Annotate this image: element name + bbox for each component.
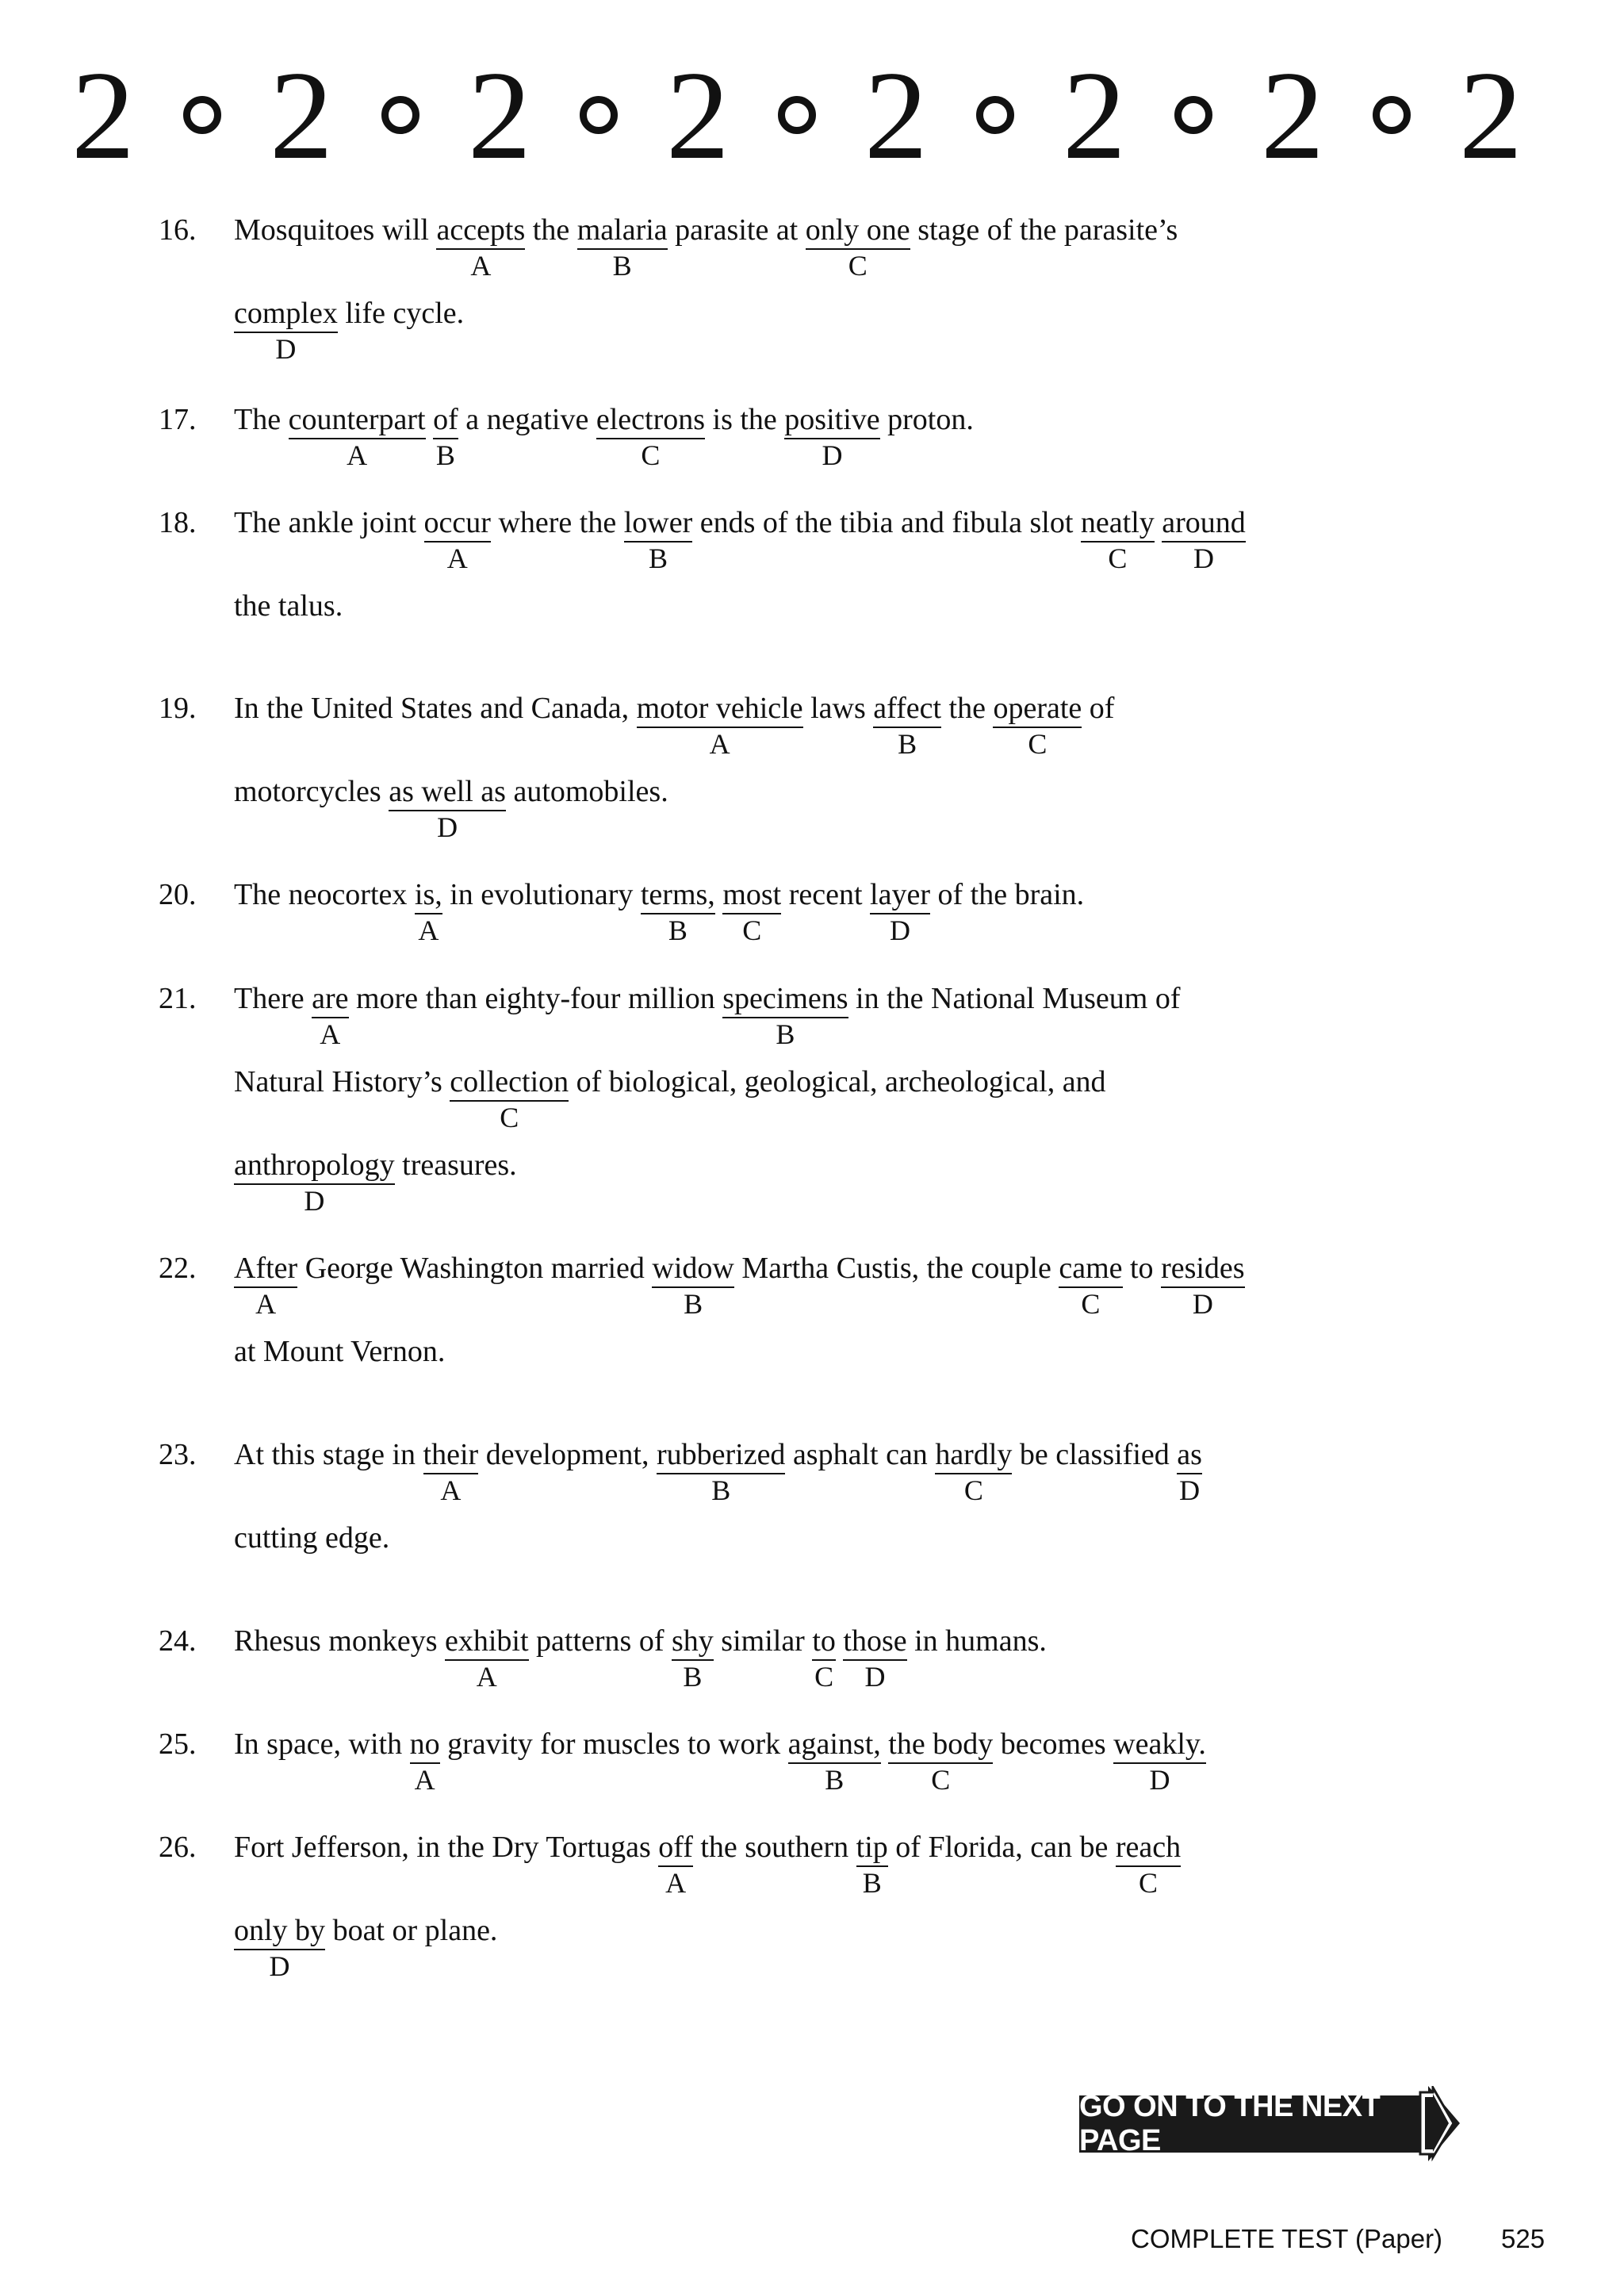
question-text: stage of the parasite’s bbox=[910, 213, 1178, 247]
answer-choice-text: tip bbox=[856, 1831, 888, 1864]
answer-choice-text: is, bbox=[414, 878, 442, 911]
question-text: cutting edge. bbox=[234, 1521, 390, 1555]
question-line bbox=[234, 1251, 1245, 1320]
answer-choice-underlined[interactable] bbox=[1080, 506, 1155, 574]
footer-section-title: COMPLETE TEST (Paper) bbox=[1131, 2224, 1443, 2253]
answer-choice-text: motor vehicle bbox=[636, 692, 803, 725]
question-text: gravity for muscles to work bbox=[439, 1727, 788, 1761]
answer-choice-underlined[interactable] bbox=[433, 403, 458, 471]
answer-choice-text: the body bbox=[888, 1727, 994, 1761]
question-text: parasite at bbox=[667, 213, 806, 247]
answer-choice-underlined[interactable] bbox=[1161, 1252, 1245, 1320]
question-text: in humans. bbox=[906, 1624, 1047, 1658]
banner-digit: 2 bbox=[666, 44, 730, 186]
banner-digit: 2 bbox=[468, 44, 531, 186]
answer-choice-text: weakly. bbox=[1113, 1727, 1206, 1761]
question-line bbox=[234, 505, 1246, 574]
question-text: to bbox=[1122, 1252, 1162, 1285]
question-text: In the United States and Canada, bbox=[234, 692, 637, 725]
banner-digit: 2 bbox=[1261, 44, 1324, 186]
answer-choice-underlined[interactable] bbox=[423, 1438, 479, 1506]
answer-choice-letter: A bbox=[255, 1287, 277, 1320]
question-text: life cycle. bbox=[337, 297, 465, 330]
answer-choice-letter: A bbox=[414, 1763, 435, 1796]
answer-choice-letter: A bbox=[418, 914, 439, 946]
answer-choice-underlined[interactable] bbox=[873, 692, 942, 760]
answer-choice-letter: B bbox=[862, 1866, 882, 1899]
question-text: Rhesus monkeys bbox=[234, 1624, 445, 1658]
banner-circle bbox=[580, 96, 618, 134]
question-number: 20. bbox=[159, 878, 197, 911]
answer-choice-underlined[interactable] bbox=[1115, 1831, 1182, 1899]
question-line bbox=[234, 1334, 445, 1369]
answer-choice-letter: A bbox=[665, 1866, 687, 1899]
question-text: more than eighty-four million bbox=[348, 982, 723, 1015]
answer-choice-underlined[interactable] bbox=[787, 1727, 881, 1796]
answer-choice-underlined[interactable] bbox=[409, 1727, 440, 1796]
answer-choice-letter: B bbox=[776, 1018, 795, 1050]
answer-choice-letter: C bbox=[931, 1763, 951, 1796]
question-text: of bbox=[1082, 692, 1115, 725]
question-line bbox=[234, 1064, 1106, 1133]
page-number: 525 bbox=[1501, 2224, 1545, 2253]
answer-choice-letter: D bbox=[1149, 1763, 1170, 1796]
question-text bbox=[881, 1727, 889, 1761]
answer-choice-text: against, bbox=[787, 1727, 881, 1761]
answer-choice-text: malaria bbox=[576, 213, 668, 247]
question-text: the bbox=[525, 213, 577, 247]
question-text: Martha Custis, the couple bbox=[733, 1252, 1059, 1285]
answer-choice-text: anthropology bbox=[234, 1148, 395, 1182]
question-text: of Florida, can be bbox=[887, 1831, 1116, 1864]
next-page-button[interactable] bbox=[1079, 2086, 1460, 2161]
question-line bbox=[234, 402, 974, 471]
answer-choice-underlined[interactable] bbox=[234, 297, 338, 365]
question-number: 24. bbox=[159, 1624, 197, 1658]
answer-choice-underlined[interactable] bbox=[288, 403, 426, 471]
question-line bbox=[234, 1830, 1182, 1899]
answer-choice-letter: C bbox=[1108, 542, 1128, 574]
question-text: in evolutionary bbox=[442, 878, 641, 911]
question-number: 19. bbox=[159, 692, 197, 725]
question-text: where the bbox=[490, 506, 624, 539]
question-text: development, bbox=[478, 1438, 657, 1471]
answer-choice-letter: C bbox=[1028, 727, 1048, 760]
answer-choice-letter: B bbox=[825, 1763, 845, 1796]
answer-choice-text: layer bbox=[870, 878, 930, 911]
answer-choice-underlined[interactable] bbox=[658, 1831, 693, 1899]
question-text: the southern bbox=[692, 1831, 856, 1864]
answer-choice-text: terms, bbox=[640, 878, 715, 911]
answer-choice-text: off bbox=[658, 1831, 693, 1864]
question-text: In space, with bbox=[234, 1727, 410, 1761]
answer-choice-underlined[interactable] bbox=[935, 1438, 1013, 1506]
answer-choice-letter: C bbox=[1081, 1287, 1101, 1320]
answer-choice-text: positive bbox=[784, 403, 880, 436]
answer-choice-underlined[interactable] bbox=[436, 213, 526, 282]
answer-choice-letter: B bbox=[668, 914, 688, 946]
answer-choice-letter: D bbox=[1192, 1287, 1213, 1320]
answer-choice-letter: A bbox=[476, 1660, 497, 1693]
answer-choice-letter: B bbox=[683, 1660, 703, 1693]
answer-choice-underlined[interactable] bbox=[389, 775, 506, 843]
answer-choice-text: lower bbox=[623, 506, 693, 539]
answer-choice-letter: A bbox=[440, 1474, 462, 1506]
question-text bbox=[715, 878, 723, 911]
question-line bbox=[234, 877, 1085, 946]
answer-choice-underlined[interactable] bbox=[870, 878, 930, 946]
answer-choice-letter: B bbox=[612, 249, 632, 282]
answer-choice-underlined[interactable] bbox=[652, 1252, 734, 1320]
question-text: motorcycles bbox=[234, 775, 389, 808]
answer-choice-underlined[interactable] bbox=[856, 1831, 888, 1899]
answer-choice-letter: D bbox=[304, 1184, 325, 1217]
answer-choice-text: of bbox=[433, 403, 458, 436]
answer-choice-letter: D bbox=[269, 1950, 290, 1982]
answer-choice-letter: A bbox=[709, 727, 730, 760]
answer-choice-underlined[interactable] bbox=[722, 878, 782, 946]
answer-choice-text: are bbox=[312, 982, 349, 1015]
answer-choice-underlined[interactable] bbox=[596, 403, 706, 471]
answer-choice-underlined[interactable] bbox=[784, 403, 880, 471]
question-text: At this stage in bbox=[234, 1438, 423, 1471]
answer-choice-underlined[interactable] bbox=[623, 506, 693, 574]
answer-choice-text: resides bbox=[1161, 1252, 1245, 1285]
question-line bbox=[234, 1727, 1206, 1796]
answer-choice-letter: C bbox=[742, 914, 762, 946]
question-text: the talus. bbox=[234, 589, 343, 623]
answer-choice-text: electrons bbox=[596, 403, 706, 436]
answer-choice-letter: B bbox=[648, 542, 668, 574]
question-number: 23. bbox=[159, 1438, 197, 1471]
answer-choice-underlined[interactable] bbox=[450, 1065, 569, 1133]
answer-choice-text: those bbox=[843, 1624, 907, 1658]
question-text: of biological, geological, archeological, and bbox=[569, 1065, 1106, 1098]
question-line bbox=[234, 691, 1115, 760]
question-number: 22. bbox=[159, 1252, 197, 1285]
question-line bbox=[234, 296, 465, 365]
answer-choice-underlined[interactable] bbox=[1177, 1438, 1202, 1506]
answer-choice-letter: B bbox=[711, 1474, 731, 1506]
answer-choice-text: complex bbox=[234, 297, 338, 330]
answer-choice-text: most bbox=[722, 878, 782, 911]
question-text bbox=[1155, 506, 1162, 539]
question-text: becomes bbox=[993, 1727, 1114, 1761]
answer-choice-text: operate bbox=[993, 692, 1082, 725]
answer-choice-letter: A bbox=[470, 249, 492, 282]
question-text: of the brain. bbox=[929, 878, 1085, 911]
answer-choice-text: counterpart bbox=[288, 403, 426, 436]
answer-choice-underlined[interactable] bbox=[722, 982, 848, 1050]
answer-choice-letter: D bbox=[437, 811, 458, 843]
question-text: be classified bbox=[1012, 1438, 1178, 1471]
question-number: 18. bbox=[159, 506, 197, 539]
banner-digit: 2 bbox=[270, 44, 333, 186]
answer-choice-text: shy bbox=[672, 1624, 714, 1658]
banner-digit: 2 bbox=[1063, 44, 1126, 186]
answer-choice-underlined[interactable] bbox=[234, 1148, 395, 1217]
answer-choice-underlined[interactable] bbox=[1059, 1252, 1123, 1320]
answer-choice-text: no bbox=[409, 1727, 440, 1761]
answer-choice-underlined[interactable] bbox=[423, 506, 491, 574]
answer-choice-underlined[interactable] bbox=[414, 878, 442, 946]
question-line bbox=[234, 1148, 517, 1217]
answer-choice-letter: C bbox=[963, 1474, 983, 1506]
answer-choice-letter: C bbox=[1138, 1866, 1158, 1899]
answer-choice-text: their bbox=[423, 1438, 479, 1471]
question-text: The neocortex bbox=[234, 878, 415, 911]
question-text: Natural History’s bbox=[234, 1065, 450, 1098]
next-page-label: GO ON TO THE NEXT PAGE bbox=[1079, 2090, 1381, 2157]
question-line bbox=[234, 1437, 1202, 1506]
question-number: 16. bbox=[159, 213, 197, 247]
answer-choice-text: around bbox=[1162, 506, 1246, 539]
answer-choice-letter: D bbox=[890, 914, 910, 946]
question-text: asphalt can bbox=[785, 1438, 936, 1471]
answer-choice-text: affect bbox=[873, 692, 942, 725]
question-number: 21. bbox=[159, 982, 197, 1015]
answer-choice-letter: D bbox=[864, 1660, 886, 1693]
answer-choice-letter: B bbox=[898, 727, 917, 760]
answer-choice-underlined[interactable] bbox=[234, 1914, 326, 1982]
banner-circle bbox=[778, 96, 816, 134]
question-text: similar bbox=[713, 1624, 813, 1658]
answer-choice-letter: D bbox=[1193, 542, 1215, 574]
question-text: a negative bbox=[458, 403, 596, 436]
answer-choice-underlined[interactable] bbox=[656, 1438, 786, 1506]
banner-circle bbox=[1373, 96, 1411, 134]
question-text: treasures. bbox=[394, 1148, 517, 1182]
banner-digit: 2 bbox=[1459, 44, 1522, 186]
answer-choice-text: After bbox=[234, 1252, 298, 1285]
question-number: 25. bbox=[159, 1727, 197, 1761]
question-text: at Mount Vernon. bbox=[234, 1335, 446, 1368]
answer-choice-text: rubberized bbox=[656, 1438, 786, 1471]
answer-choice-letter: C bbox=[500, 1101, 519, 1133]
question-text: in the National Museum of bbox=[848, 982, 1181, 1015]
question-text: Mosquitoes will bbox=[234, 213, 437, 247]
question-text: recent bbox=[781, 878, 871, 911]
banner-digit: 2 bbox=[864, 44, 928, 186]
question-text: the bbox=[941, 692, 994, 725]
question-text: boat or plane. bbox=[325, 1914, 498, 1947]
answer-choice-underlined[interactable] bbox=[812, 1624, 836, 1693]
question-text bbox=[426, 403, 434, 436]
answer-choice-letter: C bbox=[641, 439, 661, 471]
answer-choice-text: occur bbox=[423, 506, 491, 539]
answer-choice-text: hardly bbox=[935, 1438, 1013, 1471]
answer-choice-text: as well as bbox=[389, 775, 506, 808]
answer-choice-text: exhibit bbox=[445, 1624, 529, 1658]
answer-choice-underlined[interactable] bbox=[234, 1252, 298, 1320]
page-banner bbox=[71, 44, 1522, 186]
answer-choice-letter: C bbox=[848, 249, 868, 282]
answer-choice-text: only by bbox=[234, 1914, 326, 1947]
answer-choice-letter: C bbox=[814, 1660, 834, 1693]
answer-choice-letter: A bbox=[446, 542, 468, 574]
answer-choice-letter: D bbox=[1179, 1474, 1201, 1506]
question-line bbox=[234, 981, 1181, 1050]
answer-choice-underlined[interactable] bbox=[1162, 506, 1246, 574]
question-text: George Washington married bbox=[297, 1252, 653, 1285]
question-text: The bbox=[234, 403, 289, 436]
question-text bbox=[836, 1624, 844, 1658]
answer-choice-underlined[interactable] bbox=[888, 1727, 994, 1796]
question-text: patterns of bbox=[528, 1624, 672, 1658]
answer-choice-text: collection bbox=[450, 1065, 569, 1098]
answer-choice-text: reach bbox=[1115, 1831, 1182, 1864]
question-text: automobiles. bbox=[505, 775, 668, 808]
banner-circle bbox=[1174, 96, 1212, 134]
answer-choice-letter: B bbox=[684, 1287, 703, 1320]
answer-choice-text: neatly bbox=[1080, 506, 1155, 539]
answer-choice-text: accepts bbox=[436, 213, 526, 247]
question-line bbox=[234, 1520, 389, 1555]
question-text: laws bbox=[802, 692, 874, 725]
answer-choice-letter: A bbox=[320, 1018, 341, 1050]
question-line bbox=[234, 1624, 1047, 1693]
answer-choice-underlined[interactable] bbox=[993, 692, 1082, 760]
answer-choice-underlined[interactable] bbox=[445, 1624, 529, 1693]
banner-digit: 2 bbox=[71, 44, 135, 186]
answer-choice-letter: D bbox=[275, 332, 297, 365]
answer-choice-text: to bbox=[812, 1624, 836, 1658]
banner-circle bbox=[976, 96, 1014, 134]
question-line bbox=[234, 589, 343, 623]
answer-choice-underlined[interactable] bbox=[1113, 1727, 1206, 1796]
question-line bbox=[234, 213, 1178, 282]
answer-choice-text: came bbox=[1059, 1252, 1123, 1285]
answer-choice-letter: A bbox=[347, 439, 368, 471]
answer-choice-letter: D bbox=[822, 439, 843, 471]
banner-circle bbox=[381, 96, 419, 134]
question-number: 26. bbox=[159, 1831, 197, 1864]
question-text: ends of the tibia and fibula slot bbox=[692, 506, 1081, 539]
question-line bbox=[234, 1913, 498, 1982]
answer-choice-underlined[interactable] bbox=[843, 1624, 907, 1693]
answer-choice-underlined[interactable] bbox=[312, 982, 349, 1050]
question-number: 17. bbox=[159, 403, 197, 436]
banner-circle bbox=[183, 96, 221, 134]
answer-choice-underlined[interactable] bbox=[640, 878, 715, 946]
answer-choice-underlined[interactable] bbox=[576, 213, 668, 282]
answer-choice-underlined[interactable] bbox=[636, 692, 803, 760]
question-line bbox=[234, 774, 668, 843]
answer-choice-underlined[interactable] bbox=[672, 1624, 714, 1693]
question-text: is the bbox=[705, 403, 785, 436]
question-text: Fort Jefferson, in the Dry Tortugas bbox=[234, 1831, 659, 1864]
answer-choice-text: only one bbox=[805, 213, 910, 247]
answer-choice-text: as bbox=[1177, 1438, 1202, 1471]
question-text: There bbox=[234, 982, 312, 1015]
question-text: The ankle joint bbox=[234, 506, 424, 539]
answer-choice-underlined[interactable] bbox=[805, 213, 910, 282]
answer-choice-text: widow bbox=[652, 1252, 734, 1285]
answer-choice-text: specimens bbox=[722, 982, 848, 1015]
answer-choice-letter: B bbox=[435, 439, 455, 471]
question-text: proton. bbox=[879, 403, 974, 436]
